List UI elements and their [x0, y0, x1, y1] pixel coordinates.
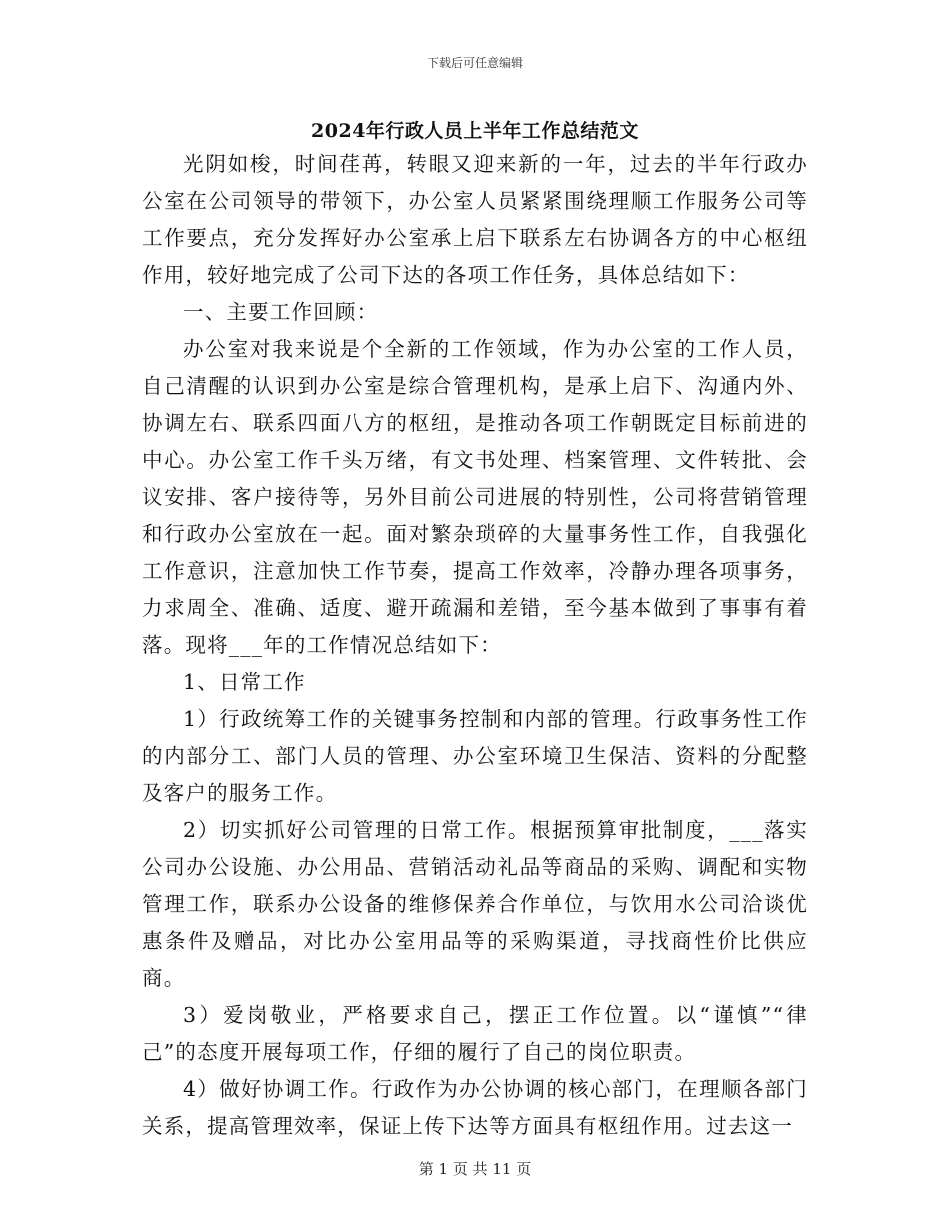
- page-number: 第 1 页 共 11 页: [418, 1160, 532, 1178]
- paragraph-item-1: 1）行政统筹工作的关键事务控制和内部的管理。行政事务性工作的内部分工、部门人员的管理、办公室环境卫生保洁、资料的分配整及客户的服务工作。: [142, 707, 808, 805]
- paragraph-office-overview: 办公室对我来说是个全新的工作领域，作为办公室的工作人员，自己清醒的认识到办公室是综合管理机构，是承上启下、沟通内外、协调左右、联系四面八方的枢纽，是推动各项工作朝既定目标前进的中心。办公室工作千头万绪，有文书处理、档案管理、文件转批、会议安排、客户接待等，另外目前公司进展的特别性，公司将营销管理和行政办公室放在一起。面对繁杂琐碎的大量事务性工作，自我强化工作意识，注意加快工作节奏，提高工作效率，冷静办理各项事务，力求周全、准确、适度、避开疏漏和差错，至今基本做到了事事有着落。现将___年的工作情况总结如下：: [142, 337, 808, 657]
- paragraph-item-3: 3）爱岗敬业，严格要求自己，摆正工作位置。以“谨慎”“律己”的态度开展每项工作，仔细的履行了自己的岗位职责。: [142, 1003, 808, 1064]
- document-title: 2024年行政人员上半年工作总结范文: [311, 120, 639, 142]
- subsection-heading-daily-work: 1、日常工作: [183, 670, 306, 694]
- document-body: [142, 146, 808, 1145]
- page-header-note: 下载后可任意编辑: [426, 56, 523, 70]
- paragraph-item-4: 4）做好协调工作。行政作为办公协调的核心部门，在理顺各部门关系，提高管理效率，保证上传下达等方面具有枢纽作用。过去这一: [142, 1077, 808, 1138]
- section-heading-review: 一、主要工作回顾：: [183, 300, 379, 324]
- paragraph-item-2: 2）切实抓好公司管理的日常工作。根据预算审批制度，___落实公司办公设施、办公用品、营销活动礼品等商品的采购、调配和实物管理工作，联系办公设备的维修保养合作单位，与饮用水公司洽谈优惠条件及赠品，对比办公室用品等的采购渠道，寻找商性价比供应商。: [142, 818, 808, 990]
- paragraph-intro: 光阴如梭，时间荏苒，转眼又迎来新的一年，过去的半年行政办公室在公司领导的带领下，办公室人员紧紧围绕理顺工作服务公司等工作要点，充分发挥好办公室承上启下联系左右协调各方的中心枢纽作用，较好地完成了公司下达的各项工作任务，具体总结如下：: [142, 152, 808, 287]
